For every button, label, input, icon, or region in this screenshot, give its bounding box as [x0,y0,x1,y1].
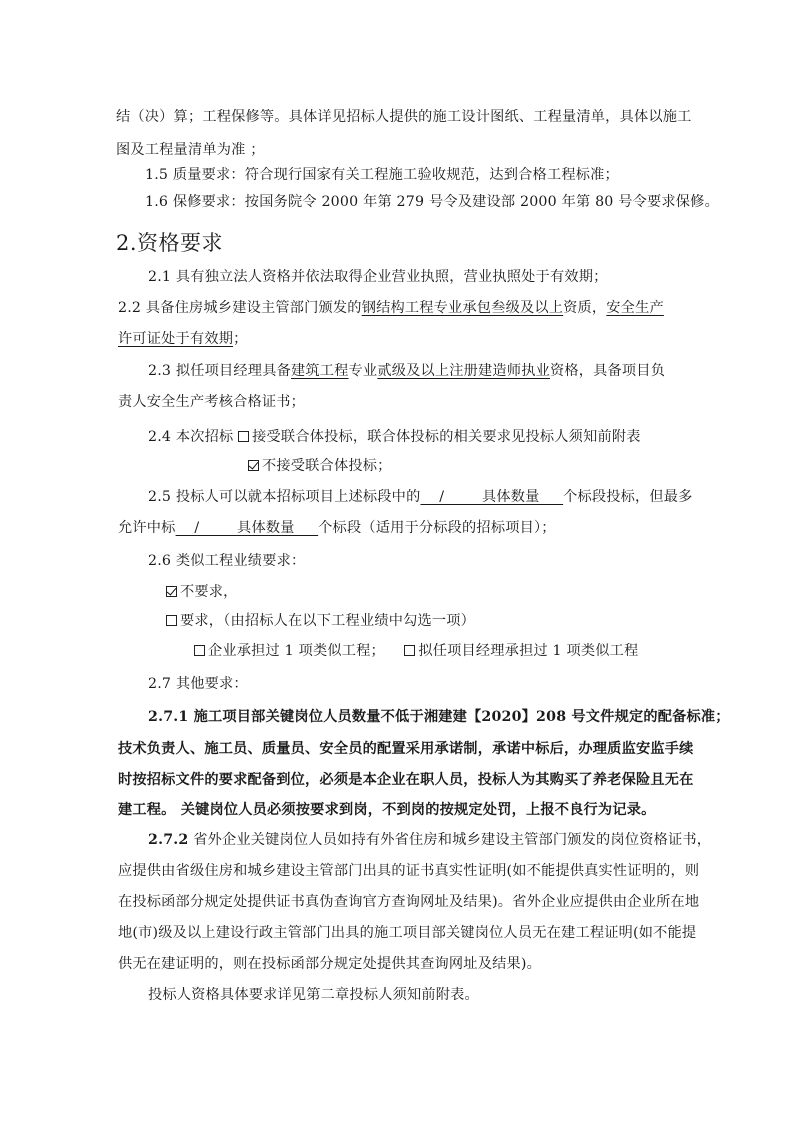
text-line: 结（决）算；工程保修等。具体详见招标人提供的施工设计图纸、工程量清单，具体以施工 [116,109,692,125]
checkbox-label: 不接受联合体投标； [262,458,392,474]
joint-reject-checkbox[interactable] [248,460,259,471]
underlined-specialty: 建筑工程 [290,363,349,379]
text-segment: 资质， [563,300,607,316]
req-2-7-1-cont: 技术负责人、施工员、质量员、安全员的配置采用承诺制，承诺中标后，办理质监安监手续 [118,741,694,757]
req-2-5 [148,487,693,507]
req-2-7-2-cont: 供无在建证明的，则在投标函部分规定处提供其查询网址及结果)。 [118,956,541,972]
req-2-7-2 [148,830,711,850]
req-2-7-2-cont: 地(市)级及以上建设行政主管部门出具的施工项目部关键岗位人员无在建工程证明(如不能提 [118,925,697,941]
perf-manager-checkbox[interactable] [404,645,415,656]
text-segment: 省外企业关键岗位人员如持有外省住房和城乡建设主管部门颁发的岗位资格证书， [188,832,712,848]
text-segment: 个标段（适用于分标段的招标项目）； [318,520,556,536]
perf-sub-options [194,641,638,661]
underlined-level: 贰级及以上注册建造师执业 [377,363,550,379]
req-2-2 [118,298,664,318]
checkbox-label: 不要求， [180,584,238,600]
text-segment: 2.3 拟任项目经理具备 [148,363,291,379]
perf-option-2 [166,611,475,631]
clause-number: 2.7.2 [148,832,189,848]
text-segment: 资格，具备项目负 [549,363,666,379]
quality-requirement: 1.5 质量要求：符合现行国家有关工程施工验收规范，达到合格工程标准； [145,167,619,183]
req-2-4-option [248,456,392,476]
req-2-7-1: 2.7.1 施工项目部关键岗位人员数量不低于湘建建【2020】208 号文件规定的配备标准； [148,709,730,725]
req-2-7: 2.7 其他要求： [148,676,248,692]
text-line: 图及工程量清单为准 ； [116,142,265,158]
req-2-7-2-cont: 在投标函部分规定处提供证书真伪查询官方查询网址及结果)。省外企业应提供由企业所在地 [118,894,700,910]
checkbox-label: 接受联合体投标，联合体投标的相关要求见投标人须知前附表 [252,429,641,445]
req-2-1: 2.1 具有独立法人资格并依法取得企业营业执照，营业执照处于有效期； [148,269,608,285]
checkbox-label: 企业承担过 1 项类似工程； [208,643,385,659]
joint-accept-checkbox[interactable] [238,431,249,442]
req-2-5-cont [118,518,556,538]
req-2-2-cont [118,329,248,349]
req-2-6: 2.6 类似工程业绩要求： [148,553,306,569]
underlined-qualification: 钢结构工程专业承包叁级及以上 [361,300,564,316]
underlined-safety: 安全生产 [606,300,664,316]
perf-company-checkbox[interactable] [194,645,205,656]
text-segment: 2.5 投标人可以就本招标项目上述标段中的 [148,489,421,505]
req-2-7-1-cont: 建工程。 关键岗位人员必须按要求到岗，不到岗的按规定处罚，上报不良行为记录。 [118,802,656,818]
req-2-3 [148,361,665,381]
perf-option-1 [166,582,238,602]
perf-not-required-checkbox[interactable] [166,586,177,597]
underlined-license: 许可证处于有效期 [118,331,234,347]
warranty-requirement: 1.6 保修要求：按国务院令 2000 年第 279 号令及建设部 2000 年第 80 号令要求保修。 [145,194,719,210]
req-2-3-cont: 责人安全生产考核合格证书； [118,394,306,410]
fill-blank: / 具体数量 [175,520,319,536]
closing-note: 投标人资格具体要求详见第二章投标人须知前附表。 [148,987,479,1003]
perf-required-checkbox[interactable] [166,615,177,626]
section-heading: 2.资格要求 [116,231,224,255]
text-segment: 2.2 具备住房城乡建设主管部门颁发的 [118,300,362,316]
text-segment: 个标段投标，但最多 [563,489,693,505]
checkbox-label: 要求，（由招标人在以下工程业绩中勾选一项） [180,613,476,629]
fill-blank: / 具体数量 [420,489,564,505]
text-segment: ； [233,331,248,347]
text-segment: 专业 [348,363,378,379]
req-2-7-2-cont: 应提供由省级住房和城乡建设主管部门出具的证书真实性证明(如不能提供真实性证明的，则 [118,863,700,879]
req-2-7-1-cont: 时按招标文件的要求配备到位，必须是本企业在职人员，投标人为其购买了养老保险且无在 [118,772,694,788]
req-2-4 [148,427,641,447]
checkbox-label: 拟任项目经理承担过 1 项类似工程 [418,643,639,659]
text-segment: 2.4 本次招标 [148,429,234,445]
text-segment: 允许中标 [118,520,176,536]
